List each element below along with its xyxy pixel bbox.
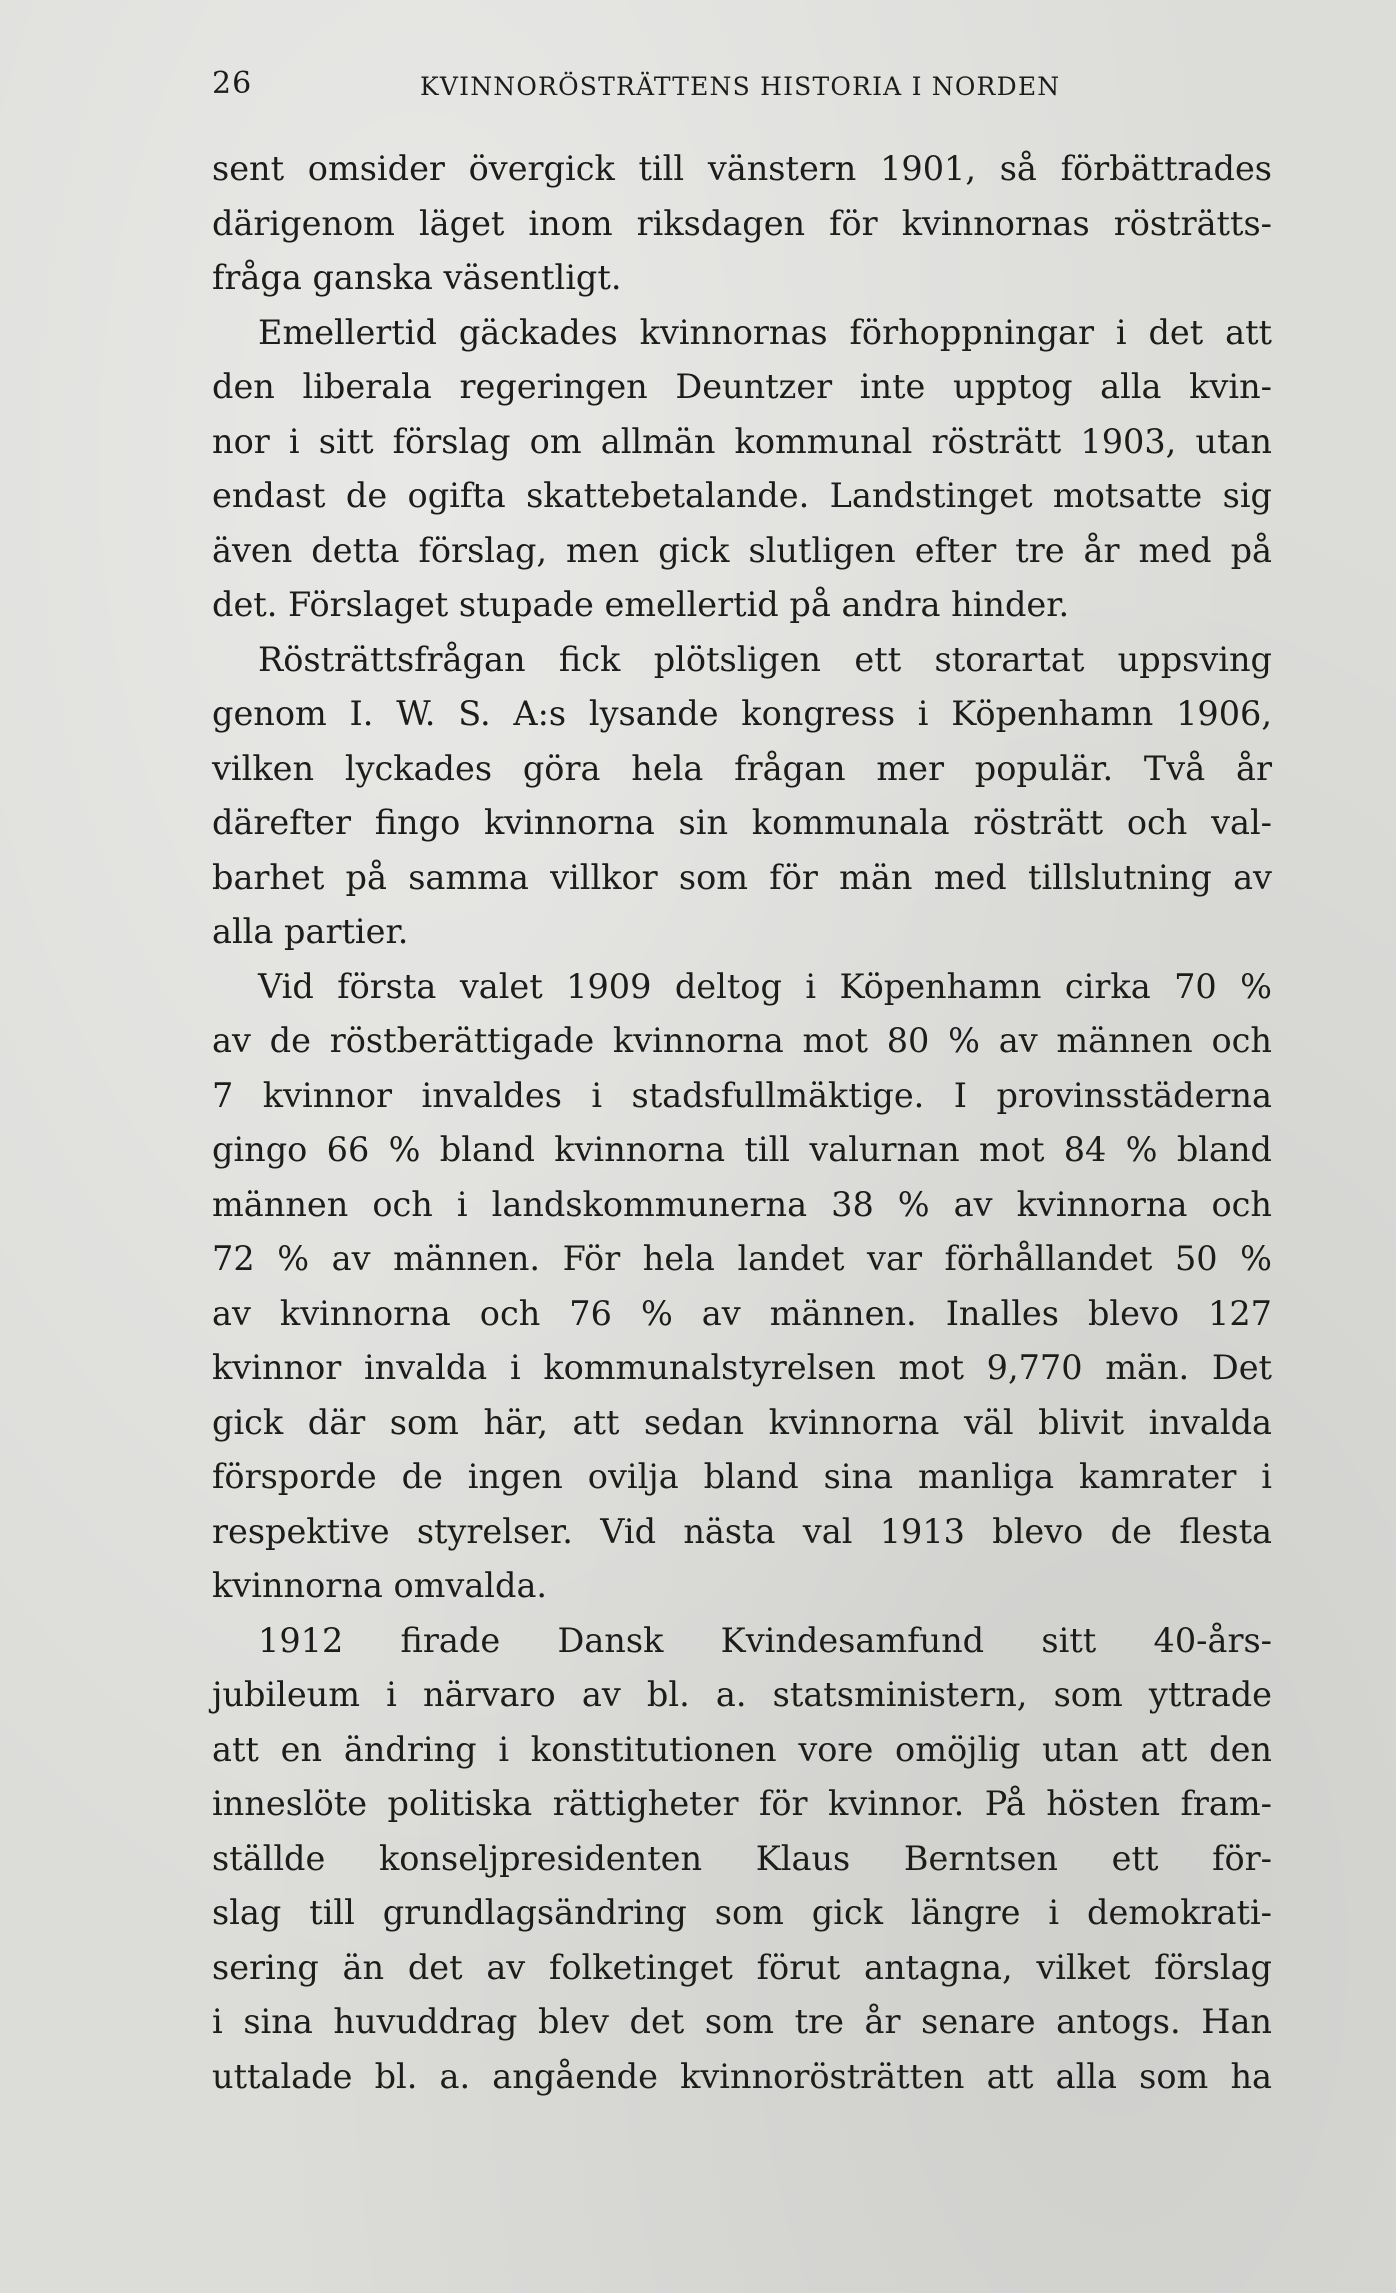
text-line: endast de ogifta skattebetalande. Landstinget motsatte sig xyxy=(212,476,1272,515)
text-line: det. Förslaget stupade emellertid på andra hinder. xyxy=(212,585,1070,624)
paragraph-4 xyxy=(212,960,1272,1614)
text-line: 1912 firade Dansk Kvindesamfund sitt 40-års- xyxy=(258,1620,1272,1660)
page-number: 26 xyxy=(212,66,253,101)
text-line: därigenom läget inom riksdagen för kvinnornas rösträtts- xyxy=(212,203,1272,243)
text-line: sering än det av folketinget förut antagna, vilket förslag xyxy=(212,1947,1272,1987)
text-line: Rösträttsfrågan fick plötsligen ett storartat uppsving xyxy=(258,639,1272,679)
text-line: 72 % av männen. För hela landet var förhållandet 50 % xyxy=(212,1239,1272,1278)
text-line: även detta förslag, men gick slutligen efter tre år med på xyxy=(212,530,1272,570)
text-line: Vid första valet 1909 deltog i Köpenhamn cirka 70 % xyxy=(258,966,1272,1006)
text-line: vilken lyckades göra hela frågan mer populär. Två år xyxy=(212,748,1272,788)
text-line: barhet på samma villkor som för män med tillslutning av xyxy=(212,857,1272,897)
text-line: av kvinnorna och 76 % av männen. Inalles blevo 127 xyxy=(212,1293,1272,1333)
text-line: ställde konseljpresidenten Klaus Berntsen ett för- xyxy=(212,1838,1272,1878)
text-line: nor i sitt förslag om allmän kommunal rösträtt 1903, utan xyxy=(212,421,1272,461)
text-line: alla partier. xyxy=(212,912,409,951)
page-header xyxy=(212,66,1212,106)
text-line: försporde de ingen ovilja bland sina manliga kamrater i xyxy=(212,1457,1272,1496)
text-line: gingo 66 % bland kvinnorna till valurnan mot 84 % bland xyxy=(212,1130,1272,1169)
text-line: fråga ganska väsentligt. xyxy=(212,258,622,297)
paragraph-1 xyxy=(212,142,1272,306)
text-line: kvinnor invalda i kommunalstyrelsen mot 9,770 män. Det xyxy=(212,1348,1272,1387)
text-line: att en ändring i konstitutionen vore omöjlig utan att den xyxy=(212,1729,1272,1769)
paragraph-3 xyxy=(212,633,1272,960)
text-line: Emellertid gäckades kvinnornas förhoppningar i det att xyxy=(258,312,1272,352)
text-line: respektive styrelser. Vid nästa val 1913 blevo de flesta xyxy=(212,1511,1272,1551)
text-line: kvinnorna omvalda. xyxy=(212,1566,548,1605)
body-text xyxy=(212,142,1272,2104)
text-line: männen och i landskommunerna 38 % av kvinnorna och xyxy=(212,1184,1272,1224)
text-line: av de röstberättigade kvinnorna mot 80 % av männen och xyxy=(212,1021,1272,1060)
text-line: därefter fingo kvinnorna sin kommunala rösträtt och val- xyxy=(212,803,1272,842)
running-title: KVINNORÖSTRÄTTENS HISTORIA I NORDEN xyxy=(420,72,1061,101)
text-line: uttalade bl. a. angående kvinnorösträtten att alla som ha xyxy=(212,2056,1272,2096)
paragraph-5 xyxy=(212,1614,1272,2105)
text-line: i sina huvuddrag blev det som tre år senare antogs. Han xyxy=(212,2002,1272,2041)
paragraph-2 xyxy=(212,306,1272,633)
text-line: gick där som här, att sedan kvinnorna väl blivit invalda xyxy=(212,1402,1272,1442)
text-line: inneslöte politiska rättigheter för kvinnor. På hösten fram- xyxy=(212,1784,1272,1823)
text-line: genom I. W. S. A:s lysande kongress i Köpenhamn 1906, xyxy=(212,694,1272,733)
text-line: den liberala regeringen Deuntzer inte upptog alla kvin- xyxy=(212,367,1272,406)
text-line: slag till grundlagsändring som gick längre i demokrati- xyxy=(212,1893,1272,1932)
text-line: jubileum i närvaro av bl. a. statsministern, som yttrade xyxy=(212,1675,1272,1714)
text-line: sent omsider övergick till vänstern 1901, så förbättrades xyxy=(212,149,1272,188)
text-line: 7 kvinnor invaldes i stadsfullmäktige. I provinsstäderna xyxy=(212,1075,1272,1115)
